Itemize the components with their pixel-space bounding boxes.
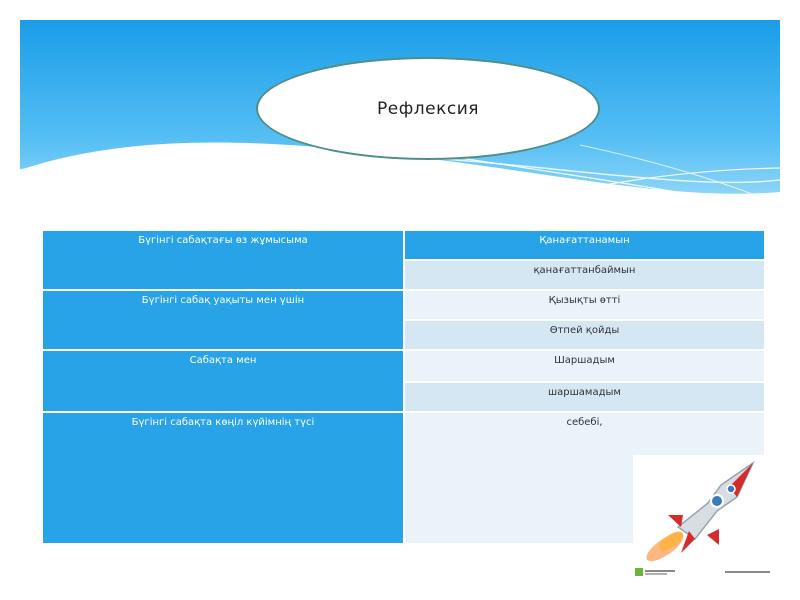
table-row (42, 350, 765, 382)
slide-title: Рефлексия (377, 98, 479, 119)
rocket-illustration (633, 455, 773, 565)
question-cell: Бүгінгі сабақта көңіл күйімнің түсі (42, 412, 404, 544)
title-ellipse (256, 57, 600, 160)
question-cell: Бүгінгі сабақтағы өз жұмысыма (42, 230, 404, 290)
answer-cell: себебі, (404, 412, 765, 544)
answer-cell: шаршамадым (404, 382, 765, 412)
answer-cell: Өтпей қойды (404, 320, 765, 350)
answer-cell: Қызықты өтті (404, 290, 765, 320)
answer-cell: қанағаттанбаймын (404, 260, 765, 290)
footer-logo (635, 568, 775, 578)
question-cell: Сабақта мен (42, 350, 404, 412)
table-row (42, 230, 765, 260)
question-cell: Бүгінгі сабақ уақыты мен үшін (42, 290, 404, 350)
slide (20, 20, 780, 585)
answer-cell: Қанағаттанамын (404, 230, 765, 260)
answer-cell: Шаршадым (404, 350, 765, 382)
table-row (42, 290, 765, 320)
